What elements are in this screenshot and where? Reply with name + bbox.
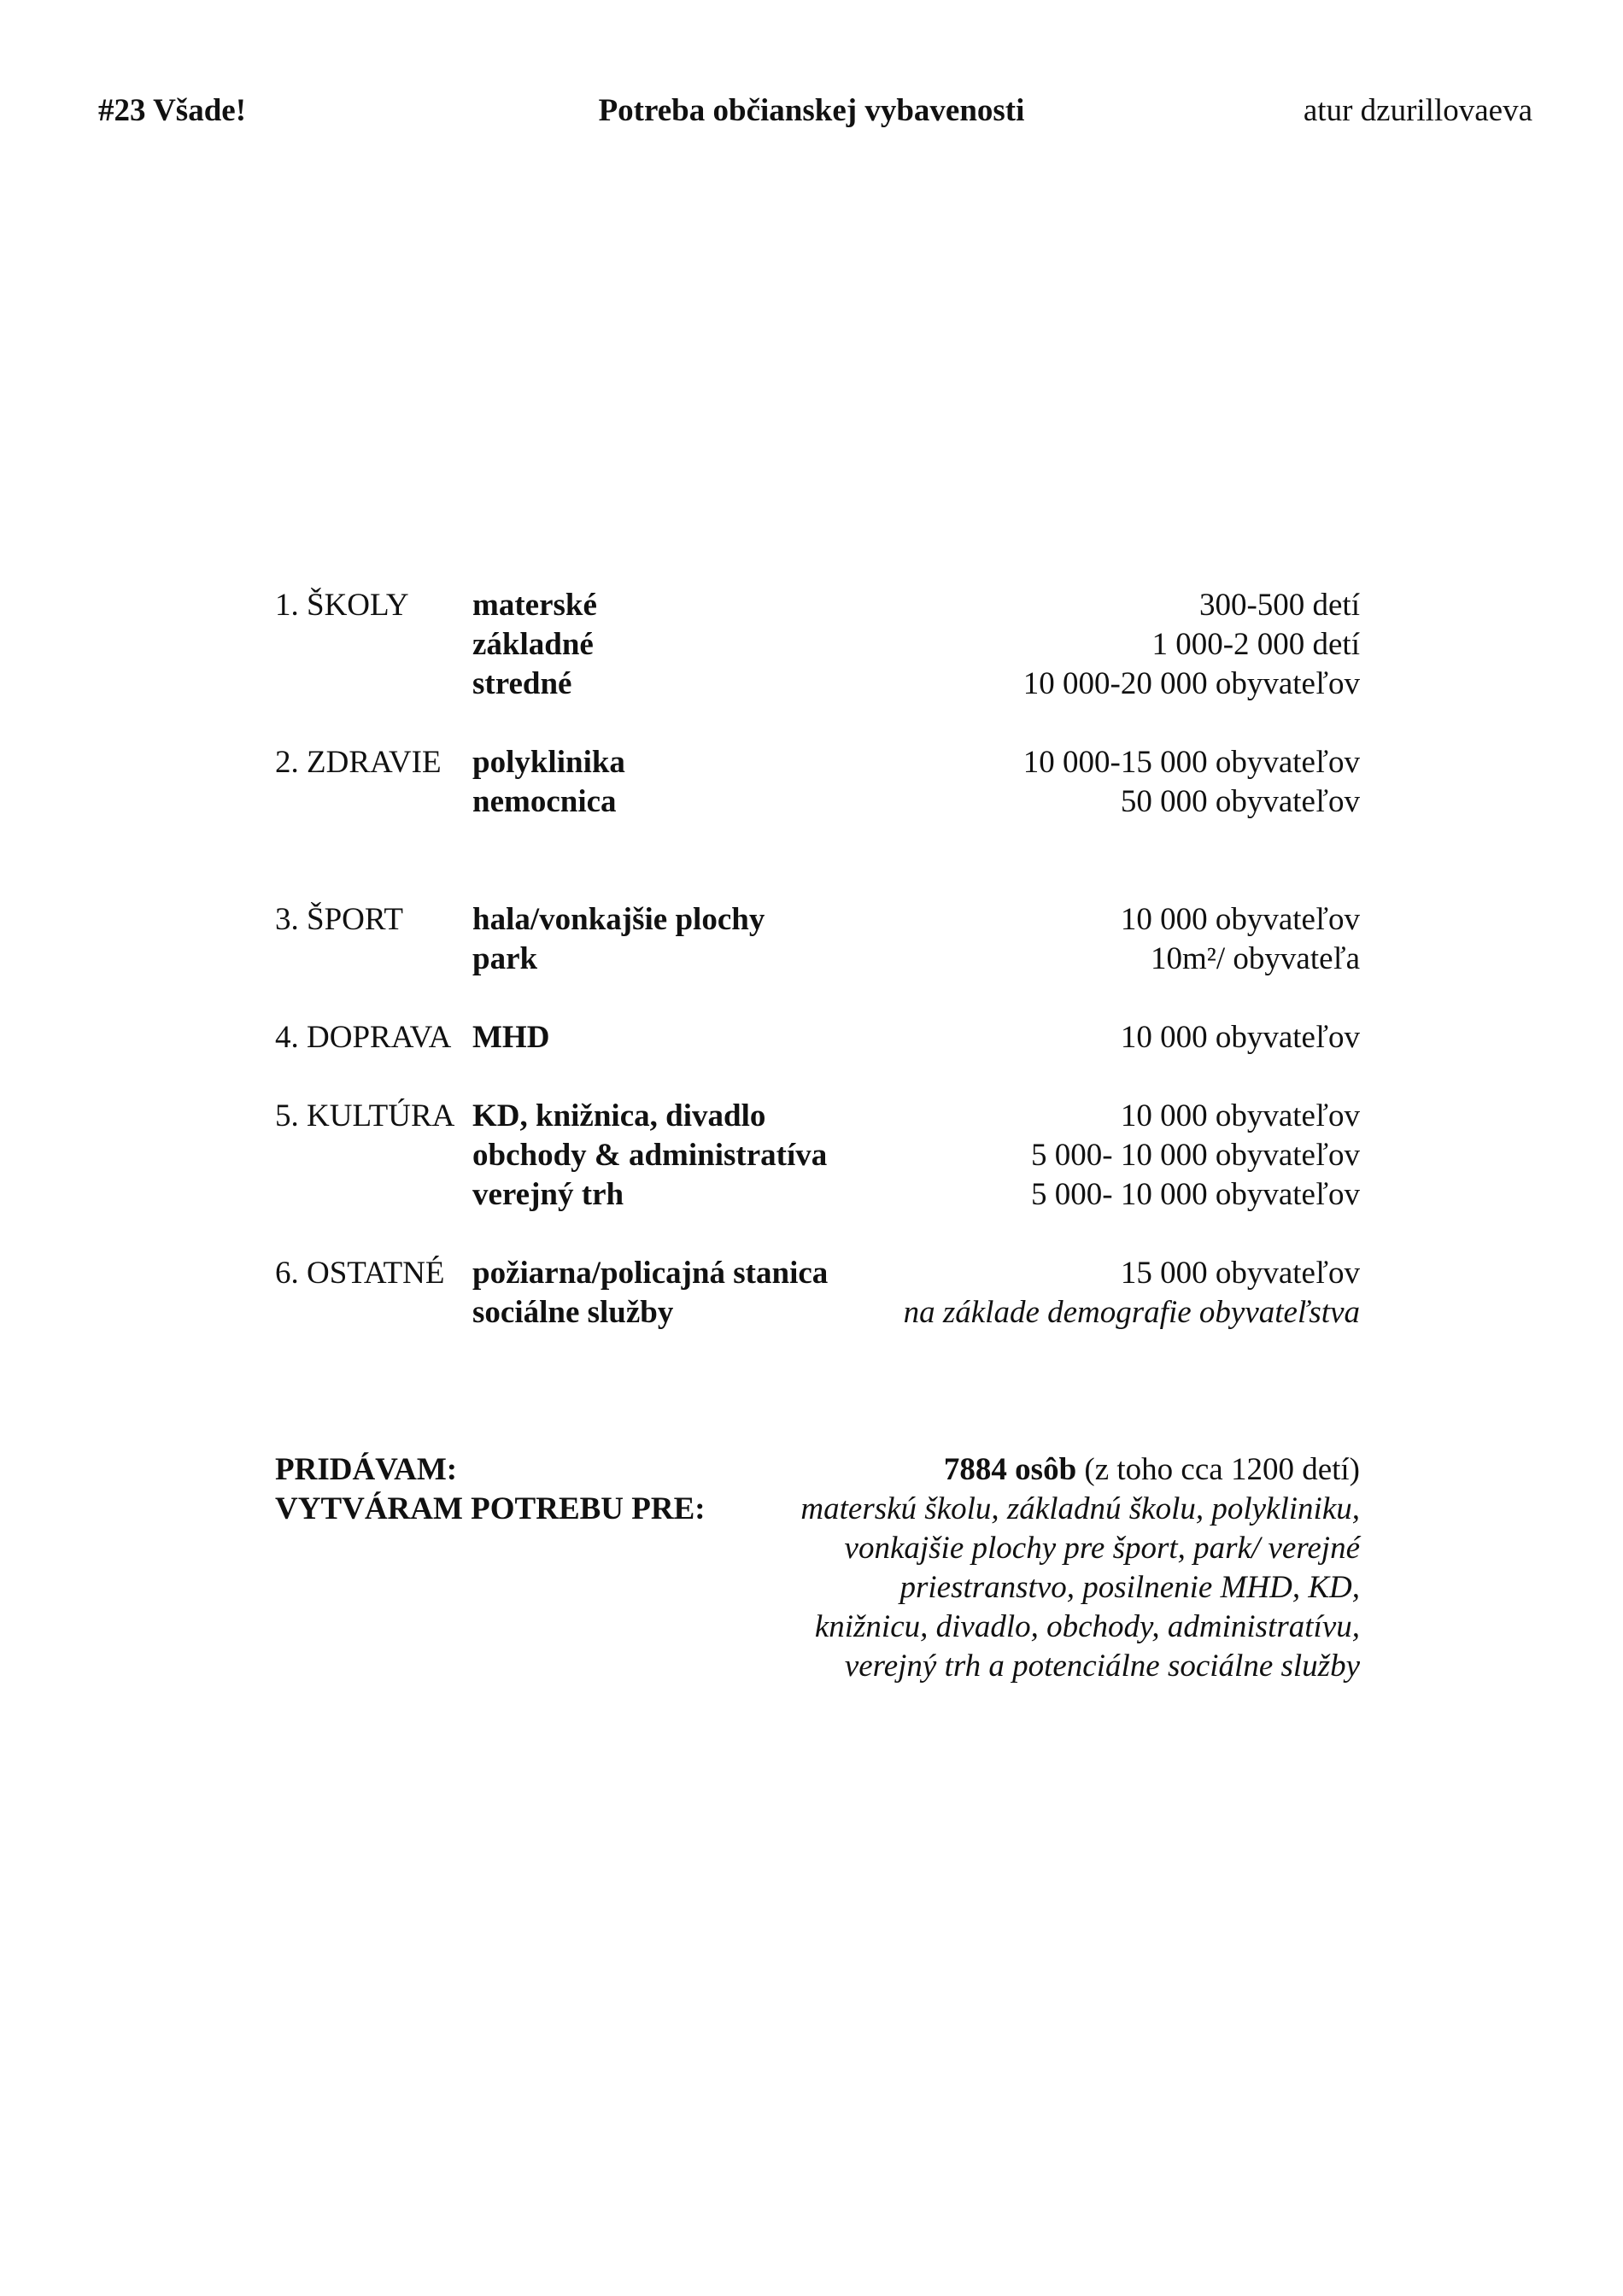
list-row bbox=[275, 743, 1360, 782]
facility-label: KD, knižnica, divadlo bbox=[472, 1098, 766, 1133]
needs-line: materskú školu, základnú školu, polykliniku, bbox=[800, 1491, 1360, 1526]
requirement-value: 10 000-20 000 obyvateľov bbox=[1022, 666, 1360, 701]
facility-label: verejný trh bbox=[472, 1177, 624, 1212]
facility-label: park bbox=[472, 941, 538, 976]
document-title: Potreba občianskej vybavenosti bbox=[598, 93, 1025, 128]
list-row bbox=[275, 1293, 1360, 1332]
list-row bbox=[275, 1018, 1360, 1057]
adding-count: 7884 osôb bbox=[943, 1452, 1077, 1487]
list-row bbox=[275, 900, 1360, 940]
requirement-value: 5 000- 10 000 obyvateľov bbox=[1031, 1177, 1360, 1212]
requirement-value: 10 000 obyvateľov bbox=[1120, 902, 1360, 937]
adding-label: PRIDÁVAM: bbox=[275, 1452, 458, 1487]
facility-label: obchody & administratíva bbox=[472, 1138, 828, 1173]
facility-label: hala/vonkajšie plochy bbox=[472, 902, 765, 937]
facility-label: sociálne služby bbox=[472, 1295, 674, 1330]
adding-value bbox=[944, 1450, 1360, 1490]
list-row bbox=[275, 940, 1360, 979]
facility-label: nemocnica bbox=[472, 784, 617, 819]
list-row bbox=[275, 1175, 1360, 1215]
facility-label: materské bbox=[472, 588, 597, 623]
document-id: #23 Všade! bbox=[98, 93, 247, 128]
facility-label: MHD bbox=[472, 1020, 550, 1055]
category-label: 5. KULTÚRA bbox=[275, 1098, 455, 1133]
needs-line: knižnicu, divadlo, obchody, administratívu, bbox=[814, 1609, 1360, 1644]
list-row bbox=[275, 782, 1360, 822]
category-label: 3. ŠPORT bbox=[275, 902, 403, 937]
adding-note: (z toho cca 1200 detí) bbox=[1076, 1452, 1360, 1487]
requirement-value: 5 000- 10 000 obyvateľov bbox=[1031, 1138, 1360, 1173]
category-label: 2. ZDRAVIE bbox=[275, 745, 442, 780]
requirement-value: 10 000 obyvateľov bbox=[1120, 1098, 1360, 1133]
requirement-value: 10 000-15 000 obyvateľov bbox=[1022, 745, 1360, 780]
needs-line: priestranstvo, posilnenie MHD, KD, bbox=[899, 1570, 1360, 1605]
requirement-value: na základe demografie obyvateľstva bbox=[903, 1295, 1360, 1330]
needs-line: verejný trh a potenciálne sociálne služby bbox=[844, 1649, 1360, 1684]
summary-needs bbox=[275, 1490, 1360, 1684]
list-row bbox=[275, 665, 1360, 704]
requirement-value: 10m²/ obyvateľa bbox=[1151, 941, 1360, 976]
requirements-list bbox=[275, 586, 1360, 1684]
facility-label: polyklinika bbox=[472, 745, 625, 780]
facility-label: základné bbox=[472, 627, 594, 662]
list-row bbox=[275, 1136, 1360, 1175]
needs-line: vonkajšie plochy pre šport, park/ verejné bbox=[844, 1531, 1360, 1566]
requirement-value: 300-500 detí bbox=[1198, 588, 1360, 623]
requirement-value: 1 000-2 000 detí bbox=[1151, 627, 1360, 662]
requirement-value: 10 000 obyvateľov bbox=[1120, 1020, 1360, 1055]
requirement-value: 15 000 obyvateľov bbox=[1120, 1256, 1360, 1291]
list-row bbox=[275, 625, 1360, 665]
list-row bbox=[275, 1254, 1360, 1293]
list-row bbox=[275, 586, 1360, 625]
summary-adding bbox=[275, 1450, 1360, 1490]
list-row bbox=[275, 1097, 1360, 1136]
facility-label: stredné bbox=[472, 666, 572, 701]
facility-label: požiarna/policajná stanica bbox=[472, 1256, 829, 1291]
category-label: 6. OSTATNÉ bbox=[275, 1256, 445, 1291]
requirement-value: 50 000 obyvateľov bbox=[1120, 784, 1360, 819]
needs-label: VYTVÁRAM POTREBU PRE: bbox=[275, 1491, 706, 1526]
document-author: atur dzurillovaeva bbox=[1303, 93, 1532, 128]
needs-text bbox=[800, 1490, 1360, 1686]
category-label: 1. ŠKOLY bbox=[275, 588, 409, 623]
category-label: 4. DOPRAVA bbox=[275, 1020, 452, 1055]
